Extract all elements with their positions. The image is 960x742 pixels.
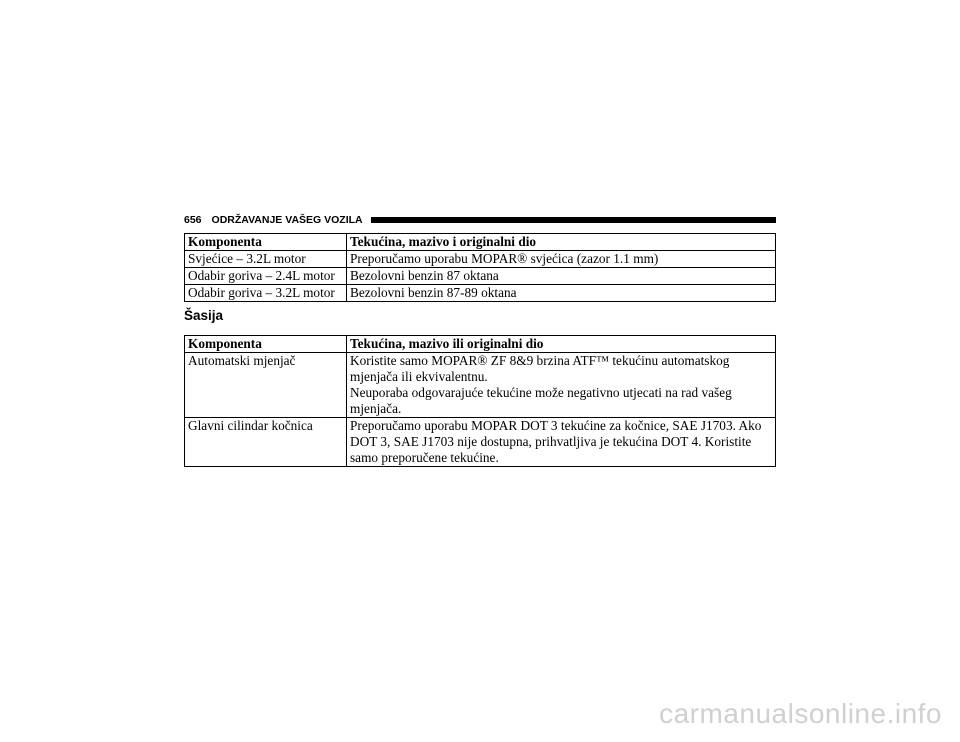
page-header (184, 213, 776, 227)
table-header-row (185, 234, 776, 251)
watermark: carmanualsonline.info (659, 698, 942, 729)
cell-line: Koristite samo MOPAR® ZF 8&9 brzina ATF™ tekućinu automatskog (350, 353, 730, 368)
chassis-fluids-table (184, 335, 776, 467)
cell-component: Svjećice – 3.2L motor (185, 251, 347, 268)
header-bar (371, 217, 776, 223)
cell-fluid: Bezolovni benzin 87 oktana (347, 268, 776, 285)
cell-line: mjenjača. (350, 401, 402, 416)
cell-line: Neuporaba odgovarajuće tekućine može negativno utjecati na rad vašeg (350, 385, 732, 400)
cell-line: Preporučamo uporabu MOPAR DOT 3 tekućine za kočnice, SAE J1703. Ako (350, 418, 762, 433)
table-row (185, 285, 776, 302)
table-row (185, 268, 776, 285)
table-row (185, 251, 776, 268)
header-fluid: Tekućina, mazivo i originalni dio (347, 234, 776, 251)
cell-fluid: Preporučamo uporabu MOPAR® svjećica (zazor 1.1 mm) (347, 251, 776, 268)
cell-component: Odabir goriva – 2.4L motor (185, 268, 347, 285)
table-row (185, 353, 776, 418)
cell-line: mjenjača ili ekvivalentnu. (350, 369, 488, 384)
cell-line: samo preporučene tekućine. (350, 450, 499, 465)
table-header-row (185, 336, 776, 353)
cell-line: DOT 3, SAE J1703 nije dostupna, prihvatljiva je tekućina DOT 4. Koristite (350, 434, 752, 449)
cell-component: Glavni cilindar kočnica (185, 418, 347, 467)
section-title: ODRŽAVANJE VAŠEG VOZILA (211, 214, 363, 226)
header-component: Komponenta (185, 336, 347, 353)
cell-component: Odabir goriva – 3.2L motor (185, 285, 347, 302)
table-row (185, 418, 776, 467)
cell-fluid: Bezolovni benzin 87-89 oktana (347, 285, 776, 302)
header-component: Komponenta (185, 234, 347, 251)
cell-component: Automatski mjenjač (185, 353, 347, 418)
cell-fluid (347, 353, 776, 418)
header-fluid: Tekućina, mazivo ili originalni dio (347, 336, 776, 353)
engine-fluids-table (184, 233, 776, 302)
cell-fluid (347, 418, 776, 467)
page-number: 656 (184, 214, 202, 226)
chassis-heading: Šasija (184, 308, 224, 323)
